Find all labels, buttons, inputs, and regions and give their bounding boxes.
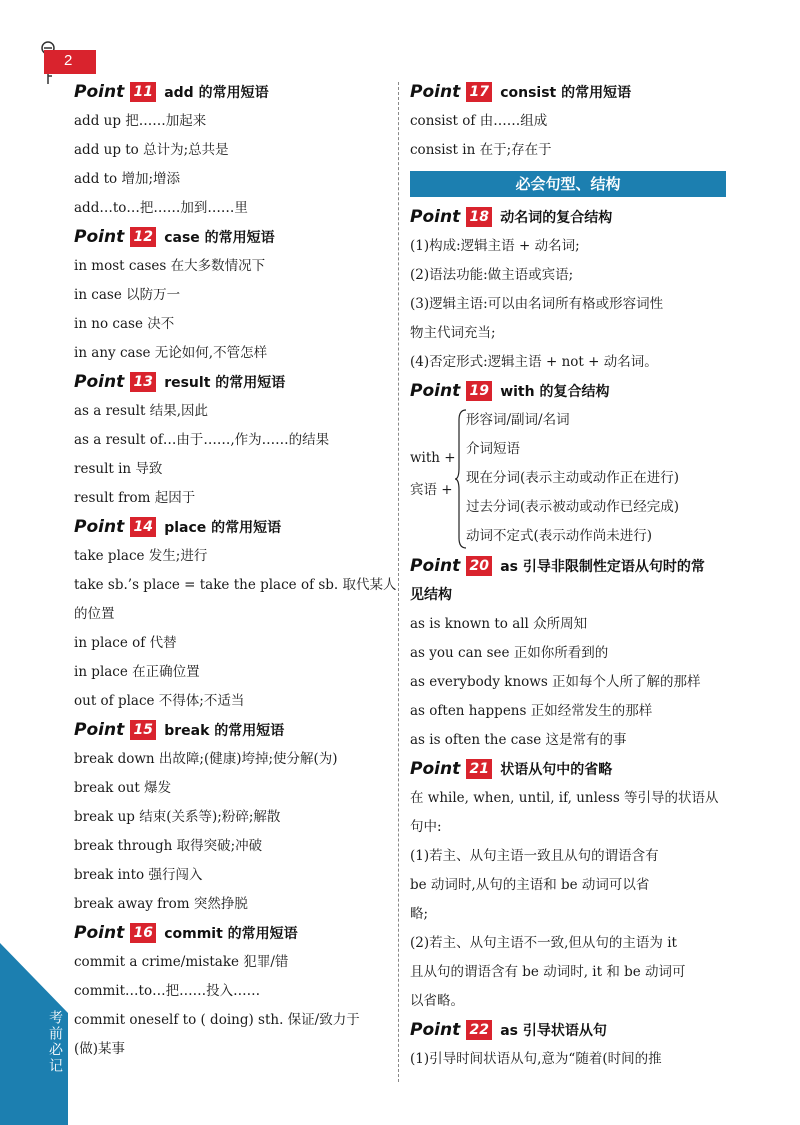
phrase-line: as everybody knows 正如每个人所了解的那样 [410,674,701,690]
phrase-line: consist in 在于;存在于 [410,142,552,158]
point-12-heading [74,223,390,250]
phrase-line: break out 爆发 [74,780,172,796]
phrase-line: add up to 总计为;总共是 [74,142,229,158]
point-title: place 的常用短语 [164,519,282,536]
point-11-heading [74,78,390,105]
point-20-heading [410,552,726,579]
phrase-line: result from 起因于 [74,490,196,506]
point-label: Point [74,81,125,102]
point-label: Point [410,206,461,227]
phrase-line: break into 强行闯入 [74,867,203,883]
point-label: Point [74,719,125,740]
column-divider [398,82,399,1082]
phrase-line: as is known to all 众所周知 [410,616,588,632]
point-title: result 的常用短语 [164,374,286,391]
point-label: Point [74,922,125,943]
point-label: Point [74,516,125,537]
point-number-badge: 18 [466,207,492,227]
point-title: as 引导状语从句 [500,1022,607,1039]
point-title: 状语从句中的省略 [500,761,613,778]
phrase-line: commit a crime/mistake 犯罪/错 [74,954,289,970]
right-column [410,78,726,1074]
text-line: (1)引导时间状语从句,意为“随着(时间的推 [410,1051,662,1067]
phrase-line: add…to…把……加到……里 [74,200,248,216]
phrase-line: break up 结束(关系等);粉碎;解散 [74,809,281,825]
brace-label-with: with + [410,450,456,466]
phrase-line: in no case 决不 [74,316,175,332]
phrase-line: as a result 结果,因此 [74,403,208,419]
point-number-badge: 17 [466,82,492,102]
section-heading-band: 必会句型、结构 [410,171,726,197]
structure-option: 介词短语 [466,441,520,457]
phrase-line: in any case 无论如何,不管怎样 [74,345,268,361]
brace-items [466,406,679,551]
text-line: (1)构成:逻辑主语 + 动名词; [410,238,580,254]
point-label: Point [74,226,125,247]
point-label: Point [410,758,461,779]
phrase-line: break down 出故障;(健康)垮掉;使分解(为) [74,751,338,767]
phrase-line: break through 取得突破;冲破 [74,838,263,854]
point-21-heading [410,755,726,782]
point-label: Point [410,555,461,576]
text-line: 物主代词充当; [410,325,496,341]
text-line: (4)否定形式:逻辑主语 + not + 动名词。 [410,354,658,370]
phrase-line: add up 把……加起来 [74,113,207,129]
point-title: as 引导非限制性定语从句时的常 [500,558,705,575]
phrase-line: commit oneself to ( doing) sth. 保证/致力于 [74,1012,360,1028]
point-title: with 的复合结构 [500,383,610,400]
point-number-badge: 19 [466,381,492,401]
with-structure-diagram [410,406,726,552]
point-19-heading [410,377,726,404]
text-line: (1)若主、从句主语一致且从句的谓语含有 [410,848,659,864]
text-line: (3)逻辑主语:可以由名词所有格或形容词性 [410,296,664,312]
page-number: 2 [64,52,73,69]
phrase-line: out of place 不得体;不适当 [74,693,245,709]
text-line: (2)若主、从句主语不一致,但从句的主语为 it [410,935,677,951]
phrase-line: as a result of…由于……,作为……的结果 [74,432,330,448]
point-number-badge: 12 [130,227,156,247]
point-title: commit 的常用短语 [164,925,298,942]
phrase-line: commit…to…把……投入…… [74,983,261,999]
point-22-heading [410,1016,726,1043]
phrase-line: result in 导致 [74,461,163,477]
point-number-badge: 16 [130,923,156,943]
text-line: 句中: [410,819,442,835]
point-title: case 的常用短语 [164,229,275,246]
structure-option: 过去分词(表示被动或动作已经完成) [466,499,680,515]
text-line: 略; [410,906,429,922]
point-label: Point [410,81,461,102]
text-line: be 动词时,从句的主语和 be 动词可以省 [410,877,650,893]
point-15-heading [74,716,390,743]
point-label: Point [410,1019,461,1040]
phrase-line: as is often the case 这是常有的事 [410,732,627,748]
point-title: 动名词的复合结构 [500,209,613,226]
point-13-heading [74,368,390,395]
point-label: Point [74,371,125,392]
point-title: consist 的常用短语 [500,84,632,101]
phrase-line: in place of 代替 [74,635,177,651]
text-line: 以省略。 [410,993,464,1009]
point-17-heading [410,78,726,105]
point-number-badge: 22 [466,1020,492,1040]
phrase-line: break away from 突然挣脱 [74,896,248,912]
structure-option: 形容词/副词/名词 [466,412,570,428]
side-tab-label: 考前必记 [48,1010,64,1074]
point-number-badge: 20 [466,556,492,576]
point-14-heading [74,513,390,540]
point-number-badge: 13 [130,372,156,392]
phrase-line: take sb.’s place = take the place of sb. 取代某人 [74,577,397,593]
point-title: break 的常用短语 [164,722,285,739]
point-title: add 的常用短语 [164,84,269,101]
phrase-line: as you can see 正如你所看到的 [410,645,609,661]
structure-option: 现在分词(表示主动或动作正在进行) [466,470,680,486]
point-number-badge: 21 [466,759,492,779]
text-line: 在 while, when, until, if, unless 等引导的状语从 [410,790,719,806]
phrase-line: in case 以防万一 [74,287,181,303]
phrase-line: (做)某事 [74,1041,126,1057]
point-number-badge: 11 [130,82,156,102]
point-number-badge: 14 [130,517,156,537]
phrase-line: in place 在正确位置 [74,664,200,680]
point-label: Point [410,380,461,401]
phrase-line: 的位置 [74,606,115,622]
point-number-badge: 15 [130,720,156,740]
text-line: 且从句的谓语含有 be 动词时, it 和 be 动词可 [410,964,686,980]
structure-option: 动词不定式(表示动作尚未进行) [466,528,653,544]
text-line: (2)语法功能:做主语或宾语; [410,267,574,283]
point-title-continued: 见结构 [410,587,452,603]
brace-label-object: 宾语 + [410,482,453,498]
phrase-line: as often happens 正如经常发生的那样 [410,703,653,719]
phrase-line: add to 增加;增添 [74,171,181,187]
point-18-heading [410,203,726,230]
point-16-heading [74,919,390,946]
phrase-line: in most cases 在大多数情况下 [74,258,266,274]
phrase-line: consist of 由……组成 [410,113,548,129]
left-column [74,78,397,1064]
phrase-line: take place 发生;进行 [74,548,208,564]
